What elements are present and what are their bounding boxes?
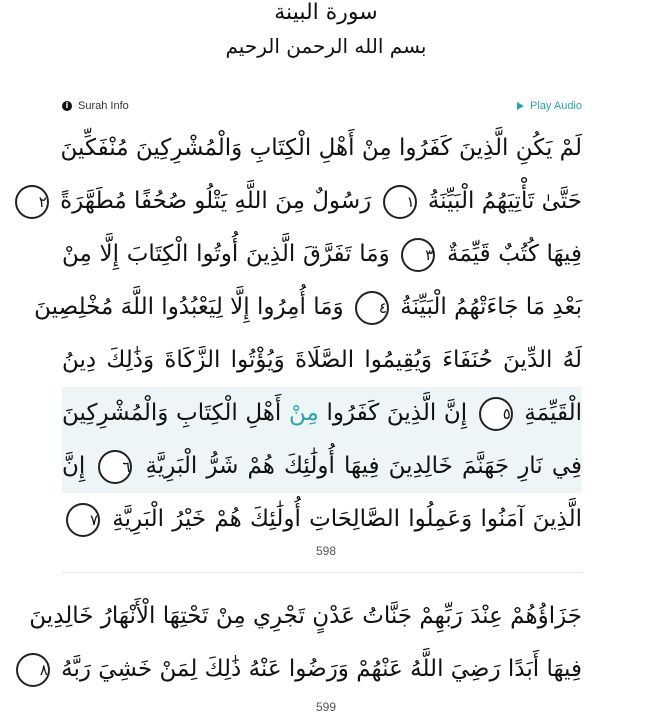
mushaf-page-598 — [34, 122, 583, 546]
verse-text: أَهْلِ الْكِتَابِ وَالْمُشْرِكِينَ — [62, 400, 282, 426]
verse-text: جَزَاؤُهُمْ عِنْدَ رَبِّهِمْ جَنَّاتُ عَدْنٍ تَجْرِي مِنْ تَحْتِهَا الْأَنْهَارُ خَالِدِينَ — [29, 603, 582, 629]
verse-text: حَتَّىٰ تَأْتِيَهُمُ الْبَيِّنَةُ — [427, 188, 582, 214]
info-icon: i — [62, 101, 72, 111]
page-number: 598 — [315, 544, 337, 558]
ayah-number-marker[interactable]: ٤ — [355, 291, 389, 325]
page-divider — [62, 572, 582, 573]
reading-toolbar — [62, 100, 582, 118]
verse-line-6[interactable] — [62, 387, 582, 440]
ayah-number-marker[interactable]: ٢ — [15, 185, 49, 219]
page-number: 599 — [315, 700, 337, 714]
verse-line-4[interactable] — [34, 281, 582, 334]
surah-info-button[interactable] — [62, 100, 129, 112]
verse-text: الْقَيِّمَةِ — [524, 400, 583, 426]
verse-text: إِنَّ الَّذِينَ كَفَرُوا — [326, 400, 468, 426]
verse-line-5[interactable] — [62, 334, 582, 387]
ayah-number-marker[interactable]: ٣ — [401, 238, 435, 272]
verse-text: رَسُولٌ مِنَ اللَّهِ يَتْلُو صُحُفًا مُطَهَّرَةً — [60, 188, 372, 214]
verse-text: إِنَّ — [62, 453, 86, 479]
ayah-number-marker[interactable]: ٥ — [479, 397, 513, 431]
ayah-number-marker[interactable]: ٦ — [98, 450, 132, 484]
surah-title: سورة البينة — [274, 0, 378, 25]
verse-line-2[interactable] — [38, 175, 582, 228]
verse-text: فِيهَا أَبَدًا رَضِيَ اللَّهُ عَنْهُمْ وَرَضُوا عَنْهُ ذَٰلِكَ لِمَنْ خَشِيَ رَبَّهُ — [61, 656, 582, 682]
verse-text: الَّذِينَ آمَنُوا وَعَمِلُوا الصَّالِحَاتِ أُولَٰئِكَ هُمْ خَيْرُ الْبَرِيَّةِ — [112, 506, 583, 532]
verse-text: وَمَا أُمِرُوا إِلَّا لِيَعْبُدُوا اللَّهَ مُخْلِصِينَ — [34, 294, 344, 320]
verse-text: بَعْدِ مَا جَاءَتْهُمُ الْبَيِّنَةُ — [400, 294, 582, 320]
bismillah: بسم الله الرحمن الرحيم — [225, 34, 427, 58]
surah-info-label: Surah Info — [78, 100, 129, 112]
play-icon — [517, 102, 524, 110]
highlighted-word[interactable]: مِنْ — [288, 400, 319, 426]
verse-text: فِي نَارِ جَهَنَّمَ خَالِدِينَ فِيهَا أُولَٰئِكَ هُمْ شَرُّ الْبَرِيَّةِ — [145, 453, 582, 479]
verse-text: فِيهَا كُتُبٌ قَيِّمَةٌ — [447, 241, 582, 267]
surah-header — [0, 0, 652, 90]
play-audio-label: Play Audio — [530, 100, 582, 112]
verse-line-3[interactable] — [62, 228, 582, 281]
verse-line-8[interactable] — [62, 493, 582, 546]
verse-line-7[interactable] — [62, 440, 582, 493]
verse-text: وَمَا تَفَرَّقَ الَّذِينَ أُوتُوا الْكِتَابَ إِلَّا مِنْ — [62, 241, 390, 267]
ayah-number-marker[interactable]: ١ — [383, 185, 417, 219]
ayah-number-marker[interactable]: ٨ — [16, 653, 50, 687]
verse-line-1[interactable] — [29, 590, 582, 643]
play-audio-button[interactable] — [517, 100, 582, 112]
verse-text: لَهُ الدِّينَ حُنَفَاءَ وَيُقِيمُوا الصَّلَاةَ وَيُؤْتُوا الزَّكَاةَ وَذَٰلِكَ دِينُ — [62, 347, 582, 373]
mushaf-page-599 — [29, 590, 582, 696]
ayah-number-marker[interactable]: ٧ — [66, 503, 100, 537]
verse-line-2[interactable] — [39, 643, 582, 696]
verse-text: لَمْ يَكُنِ الَّذِينَ كَفَرُوا مِنْ أَهْلِ الْكِتَابِ وَالْمُشْرِكِينَ مُنْفَكِّينَ — [60, 135, 582, 161]
verse-line-1[interactable] — [62, 122, 582, 175]
